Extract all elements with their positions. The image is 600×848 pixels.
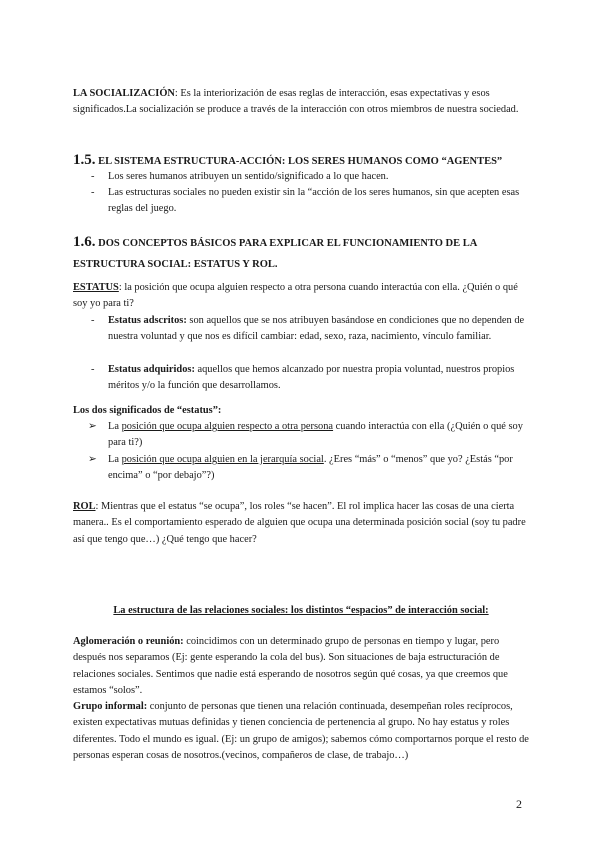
dash-bullet-icon: - [91, 187, 95, 198]
section-1-5-title: EL SISTEMA ESTRUCTURA-ACCIÓN: LOS SERES HUMANOS COMO “AGENTES” [98, 156, 503, 167]
significado-1-post: cuando interactúa con ella (¿Quién o qué soy para ti?) [108, 421, 523, 449]
dash-bullet-icon: - [91, 171, 95, 182]
dash-bullet-icon: - [91, 364, 95, 375]
significados-heading: Los dos significados de “estatus”: [73, 405, 222, 416]
section-1-5-number: 1.5. [73, 152, 96, 168]
rol-paragraph [73, 499, 529, 548]
socializacion-term: LA SOCIALIZACIÓN [73, 88, 175, 99]
estatus-adquiridos-text: aquellos que hemos alcanzado por nuestra propia voluntad, nuestros propios méritos y/o la función que desarrollamos. [108, 364, 515, 392]
relaciones-paragraph [73, 634, 529, 764]
rol-term: ROL [73, 501, 96, 512]
section-1-6-number: 1.6. [73, 234, 96, 250]
list-item-significado-1 [108, 419, 528, 452]
estatus-term: ESTATUS [73, 282, 119, 293]
relaciones-heading: La estructura de las relaciones sociales: los distintos “espacios” de interacción social: [113, 605, 489, 616]
aglomeracion-term: Aglomeración o reunión: [73, 636, 184, 647]
arrow-bullet-icon: ➢ [88, 421, 97, 432]
estatus-adscritos-term: Estatus adscritos: [108, 315, 187, 326]
page-number: 2 [516, 797, 522, 811]
rol-text: : Mientras que el estatus “se ocupa”, los roles “se hacen”. El rol implica hacer las cosas de una cierta manera.. Es el comportamiento esperado de alguien que ocupa una determinada posición social (soy tu padre así que tengo que…) ¿Qué tengo que hacer? [73, 501, 526, 545]
grupo-informal-text: conjunto de personas que tienen una relación continuada, desempeñan roles recíprocos, existen expectativas mutuas definidas y tienen conciencia de pertenencia al grupo. No hay estatus y roles diferentes. Todo el mundo es igual. (Ej: un grupo de amigos); sabemos cómo comportarnos porque el resto de personas esperan cosas de nosotros.(vecinos, compañeros de clase, de trabajo…) [73, 701, 529, 762]
list-item-estatus-adscritos [108, 313, 528, 346]
list-item: Las estructuras sociales no pueden existir sin la “acción de los seres humanos, sin que acepten esas reglas del juego. [108, 187, 520, 215]
arrow-bullet-icon: ➢ [88, 454, 97, 465]
significado-1-underlined: posición que ocupa alguien respecto a otra persona [121, 421, 334, 432]
estatus-paragraph [73, 280, 529, 313]
estatus-adscritos-text: son aquellos que se nos atribuyen basándose en condiciones que no dependen de nuestra voluntad y que nos es difícil cambiar: edad, sexo, raza, nacimiento, vínculo familiar. [108, 315, 525, 343]
socializacion-text: : Es la interiorización de esas reglas de interacción, esas expectativas y esos significados.La socialización se produce a través de la interacción con otros miembros de nuestra sociedad. [73, 88, 519, 116]
grupo-informal-term: Grupo informal: [73, 701, 148, 713]
section-1-6-heading [73, 232, 513, 275]
estatus-text: : la posición que ocupa alguien respecto a otra persona cuando interactúa con ella. ¿Quién o qué soy yo para ti? [73, 282, 518, 310]
significado-2-pre: La [108, 454, 122, 465]
socializacion-paragraph [73, 86, 529, 119]
dash-bullet-icon: - [91, 315, 95, 326]
aglomeracion-text: coincidimos con un determinado grupo de personas en tiempo y lugar, pero después nos separamos (Ej: gente esperando la cola del bus). Son situaciones de baja estructuración de relaciones sociales. Sentimos que nadie está esperando de nosotros según qué cosas, ya que creemos que estamos “solos”. [73, 636, 508, 696]
significado-2-post: . ¿Eres “más” o “menos” que yo? ¿Estás “por encima” o “por debajo”?) [108, 454, 513, 482]
list-item: Los seres humanos atribuyen un sentido/significado a lo que hacen. [108, 171, 389, 182]
significado-2-underlined: posición que ocupa alguien en la jerarquía social [121, 454, 324, 465]
estatus-adquiridos-term: Estatus adquiridos: [108, 364, 195, 375]
list-item-estatus-adquiridos [108, 362, 528, 395]
list-item-significado-2 [108, 452, 528, 485]
significado-1-pre: La [108, 421, 122, 432]
section-1-6-title: DOS CONCEPTOS BÁSICOS PARA EXPLICAR EL FUNCIONAMIENTO DE LA ESTRUCTURA SOCIAL: ESTATUS Y ROL. [73, 238, 477, 270]
